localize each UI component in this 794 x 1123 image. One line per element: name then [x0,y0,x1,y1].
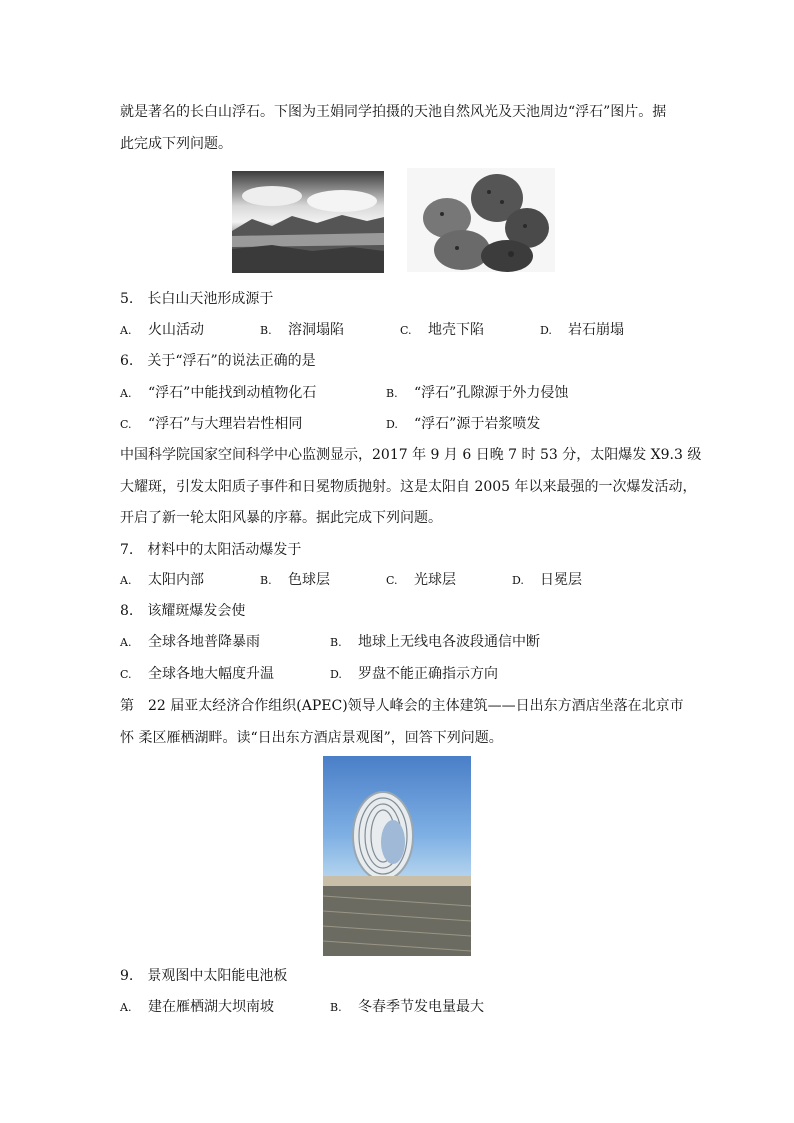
q6-option-key: A. [120,387,132,400]
q5-option-c [400,320,484,341]
q8-option-key: D. [330,668,342,681]
q8-option-key: B. [330,636,342,649]
q8-option-text: 地球上无线电各波段通信中断 [358,634,540,650]
q5-option-key: D. [540,324,552,337]
intro-line-1: 就是著名的长白山浮石。下图为王娟同学拍摄的天池自然风光及天池周边“浮石”图片。据 [120,104,667,120]
q5-option-text: 地壳下陷 [428,322,484,338]
q9-option-b [330,997,484,1018]
q8-option-key: A. [120,636,132,649]
question-9-stem: 9. 景观图中太阳能电池板 [120,968,288,984]
passage-2-line-2: 大耀斑，引发太阳质子事件和日冕物质抛射。这是太阳自 2005 年以来最强的一次爆发活动， [120,479,697,495]
q5-option-b [260,320,344,341]
q6-option-key: D. [386,418,398,431]
q6-option-c [120,414,302,435]
q6-option-b [386,383,568,404]
passage-3-line-1: 第 22 届亚太经济合作组织(APEC)领导人峰会的主体建筑——日出东方酒店坐落在北京市 [120,698,684,714]
q5-option-text: 火山活动 [148,322,204,338]
q5-option-a [120,320,204,341]
q8-option-a [120,632,260,653]
q9-option-text: 冬春季节发电量最大 [358,999,484,1015]
q5-option-key: B. [260,324,272,337]
q6-option-text: “浮石”源于岩浆喷发 [414,416,541,432]
q7-option-d [512,570,582,591]
q7-option-a [120,570,204,591]
q7-option-key: C. [386,574,398,587]
q7-option-c [386,570,456,591]
question-8-stem: 8. 该耀斑爆发会使 [120,603,246,619]
pumice-stones-photo [407,168,555,272]
question-6-stem: 6. 关于“浮石”的说法正确的是 [120,353,316,369]
q5-option-text: 岩石崩塌 [568,322,624,338]
q5-option-text: 溶洞塌陷 [288,322,344,338]
q8-option-text: 罗盘不能正确指示方向 [358,666,498,682]
question-7-stem: 7. 材料中的太阳活动爆发于 [120,542,302,558]
q8-option-key: C. [120,668,132,681]
q7-option-key: A. [120,574,132,587]
q5-option-key: C. [400,324,412,337]
q5-option-d [540,320,624,341]
intro-line-2: 此完成下列问题。 [120,136,232,152]
q6-option-text: “浮石”孔隙源于外力侵蚀 [414,385,569,401]
q8-option-c [120,664,274,685]
tianchi-lake-photo [232,171,384,273]
q7-option-text: 太阳内部 [148,572,204,588]
q7-option-text: 色球层 [288,572,330,588]
q7-option-text: 光球层 [414,572,456,588]
q8-option-text: 全球各地普降暴雨 [148,634,260,650]
q6-option-text: “浮石”中能找到动植物化石 [148,385,317,401]
q7-option-key: D. [512,574,524,587]
question-5-stem: 5. 长白山天池形成源于 [120,291,274,307]
q9-option-a [120,997,274,1018]
q8-option-b [330,632,540,653]
passage-2-line-3: 开启了新一轮太阳风暴的序幕。据此完成下列问题。 [120,510,442,526]
q9-option-key: A. [120,1001,132,1014]
q5-option-key: A. [120,324,132,337]
q6-option-key: B. [386,387,398,400]
q6-option-d [386,414,540,435]
q9-option-text: 建在雁栖湖大坝南坡 [148,999,274,1015]
passage-3-line-2: 怀 柔区雁栖湖畔。读“日出东方酒店景观图”，回答下列问题。 [120,730,503,746]
q8-option-d [330,664,498,685]
q6-option-key: C. [120,418,132,431]
sunrise-hotel-photo [323,756,471,956]
q7-option-key: B. [260,574,272,587]
q8-option-text: 全球各地大幅度升温 [148,666,274,682]
q6-option-text: “浮石”与大理岩岩性相同 [148,416,303,432]
q9-option-key: B. [330,1001,342,1014]
q7-option-text: 日冕层 [540,572,582,588]
passage-2-line-1: 中国科学院国家空间科学中心监测显示，2017 年 9 月 6 日晚 7 时 53 分，太阳爆发 X9.3 级 [120,447,702,463]
q7-option-b [260,570,330,591]
q6-option-a [120,383,316,404]
